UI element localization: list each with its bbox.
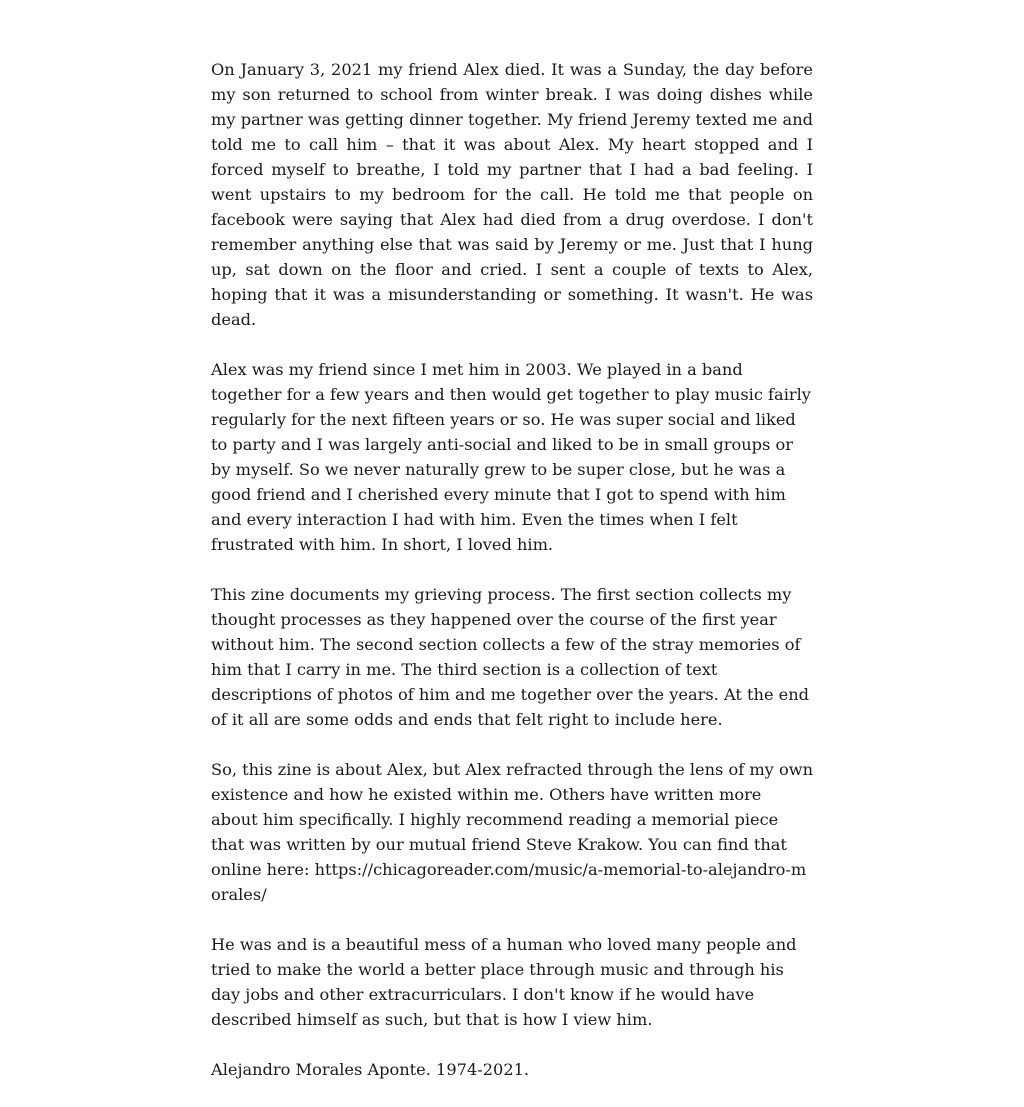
- memorial-reference-text: So, this zine is about Alex, but Alex refracted through the lens of my own existence and how he existed within me. Others have written more about him specifically. I highly recommend reading a memorial piece that was written by our mutual friend Steve Krakow. You can find that online here:: [211, 760, 814, 879]
- paragraph-zine-purpose: This zine documents my grieving process. The first section collects my thought processes as they happened over the course of the first year without him. The second section collects a few of the stray memories of him that I carry in me. The third section is a collection of text descriptions of photos of him and me together over the years. At the end of it all are some odds and ends that felt right to include here.: [211, 585, 810, 729]
- text-body: [211, 57, 813, 1107]
- memorial-link: https://chicagoreader.com/music/a-memorial-to-alejandro-morales/: [211, 860, 807, 904]
- dedication-line: Alejandro Morales Aponte. 1974-2021.: [211, 1060, 530, 1079]
- paragraph-death-news: On January 3, 2021 my friend Alex died. It was a Sunday, the day before my son returned to school from winter break. I was doing dishes while my partner was getting dinner together. My friend Jeremy texted me and told me to call him – that it was about Alex. My heart stopped and I forced myself to breathe, I told my partner that I had a bad feeling. I went upstairs to my bedroom for the call. He told me that people on facebook were saying that Alex had died from a drug overdose. I don't remember anything else that was said by Jeremy or me. Just that I hung up, sat down on the floor and cried. I sent a couple of texts to Alex, hoping that it was a misunderstanding or something. It wasn't. He was dead.: [211, 60, 813, 329]
- paragraph-memorial-reference: [211, 757, 813, 907]
- paragraph-tribute: He was and is a beautiful mess of a human who loved many people and tried to make the world a better place through music and through his day jobs and other extracurriculars. I don't know if he would have described himself as such, but that is how I view him.: [211, 935, 797, 1029]
- paragraph-friendship: Alex was my friend since I met him in 2003. We played in a band together for a few years and then would get together to play music fairly regularly for the next fifteen years or so. He was super social and liked to party and I was largely anti-social and liked to be in small groups or by myself. So we never naturally grew to be super close, but he was a good friend and I cherished every minute that I got to spend with him and every interaction I had with him. Even the times when I felt frustrated with him. In short, I loved him.: [211, 360, 811, 554]
